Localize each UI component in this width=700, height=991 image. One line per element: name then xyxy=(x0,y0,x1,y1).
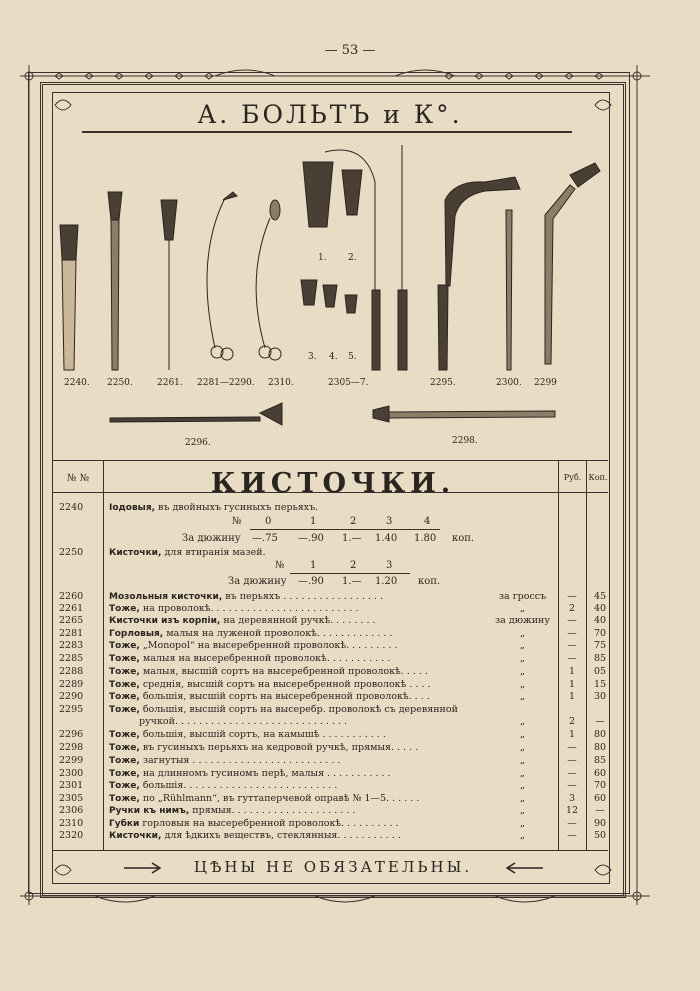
item-name: Тоже, xyxy=(109,654,140,664)
size-value: 1 xyxy=(310,516,317,527)
figure-label: 2. xyxy=(348,253,357,263)
item-name: Тоже, xyxy=(109,743,140,753)
figure-label: 5. xyxy=(348,352,357,362)
item-unit: „ xyxy=(520,780,525,791)
item-price-kop: — xyxy=(595,716,605,727)
brush-2298-image xyxy=(373,406,555,422)
figure-label: 3. xyxy=(308,352,317,362)
item-unit: „ xyxy=(520,679,525,690)
item-details: прямыя. . . . . . . . . . . . . . . . . . . . . xyxy=(189,805,356,816)
price-value: 1.— xyxy=(342,576,362,587)
item-number: 2301 xyxy=(59,780,84,791)
sub-table-rule xyxy=(250,529,440,530)
item-number: 2288 xyxy=(59,666,84,677)
item-price-kop: 85 xyxy=(593,755,607,766)
item-name: Іодовыя, xyxy=(109,503,156,513)
item-name: Тоже, xyxy=(109,641,140,651)
item-price-rub: 1 xyxy=(568,679,576,690)
item-unit: „ xyxy=(520,818,525,829)
item-description xyxy=(109,547,579,559)
item-price-kop: 60 xyxy=(593,768,607,779)
item-details: въ гусиныхъ перьяхъ на кедровой ручкѣ, прямыя. . . . . xyxy=(139,742,419,753)
item-price-kop: 30 xyxy=(593,691,607,702)
column-header-number: № № xyxy=(66,473,90,484)
item-details: въ перьяхъ . . . . . . . . . . . . . . . . . xyxy=(222,591,383,602)
table-top-rule xyxy=(53,460,608,461)
item-name: Тоже, xyxy=(109,604,140,614)
item-price-kop: 60 xyxy=(593,793,607,804)
brush-2299-image xyxy=(545,163,600,364)
item-name: Горловыя, xyxy=(109,629,164,639)
table-row xyxy=(55,716,612,728)
item-number: 2289 xyxy=(59,679,84,690)
price-value: —.75 xyxy=(252,533,278,544)
item-price-kop: 40 xyxy=(593,603,607,614)
size-value: 3 xyxy=(386,516,393,527)
footer-notice: ЦѢНЫ НЕ ОБЯЗАТЕЛЬНЫ. xyxy=(193,858,473,876)
item-unit: „ xyxy=(520,640,525,651)
brush-2250-image xyxy=(108,192,122,370)
item-number: 2296 xyxy=(59,729,84,740)
item-details: для втиранія мазей. xyxy=(161,547,266,558)
table-row xyxy=(55,780,612,792)
item-price-rub: — xyxy=(567,780,577,791)
item-price-kop: 75 xyxy=(593,640,607,651)
figure-label: 2240. xyxy=(64,378,90,388)
section-heading: КИСТОЧКИ. xyxy=(210,468,456,499)
price-value: —.90 xyxy=(298,576,324,587)
figure-label: 2296. xyxy=(185,438,211,448)
item-price-rub: — xyxy=(567,830,577,841)
item-price-rub: — xyxy=(567,628,577,639)
item-number: 2265 xyxy=(59,615,84,626)
item-price-rub: — xyxy=(567,742,577,753)
table-row xyxy=(55,793,612,805)
item-unit: „ xyxy=(520,830,525,841)
item-price-rub: — xyxy=(567,653,577,664)
item-price-rub: 2 xyxy=(568,603,576,614)
item-name: Тоже, xyxy=(109,680,140,690)
figure-label: 1. xyxy=(318,253,327,263)
item-number: 2306 xyxy=(59,805,84,816)
item-price-rub: 12 xyxy=(565,805,579,816)
item-name: Ручки къ нимъ, xyxy=(109,806,190,816)
figure-label: 2299 xyxy=(534,378,557,388)
item-number: 2300 xyxy=(59,768,84,779)
item-price-kop: 40 xyxy=(593,615,607,626)
item-price-rub: — xyxy=(567,768,577,779)
table-row xyxy=(55,729,612,741)
item-price-rub: 2 xyxy=(568,716,576,727)
price-value: 1.20 xyxy=(375,576,398,587)
item-price-rub: 1 xyxy=(568,666,576,677)
item-name: Кисточки, xyxy=(109,548,162,558)
item-unit: „ xyxy=(520,805,525,816)
item-price-kop: 80 xyxy=(593,729,607,740)
item-number: 2310 xyxy=(59,818,84,829)
size-value: 2 xyxy=(350,560,357,571)
figure-label: 2281—2290. xyxy=(197,378,255,388)
item-details: загнутыя . . . . . . . . . . . . . . . . . . . . . . . . . xyxy=(139,755,341,766)
size-value: 0 xyxy=(265,516,272,527)
item-price-kop: 70 xyxy=(593,628,607,639)
figure-label: 2305—7. xyxy=(328,378,369,388)
item-unit: „ xyxy=(520,768,525,779)
item-price-rub: 1 xyxy=(568,691,576,702)
item-unit: „ xyxy=(520,716,525,727)
brush-2240-image xyxy=(60,225,78,370)
item-number: 2285 xyxy=(59,653,84,664)
item-unit: „ xyxy=(520,628,525,639)
column-header-rub: Руб. xyxy=(563,473,582,482)
item-price-rub: — xyxy=(567,818,577,829)
item-details: горловыя на высеребренной проволокѣ. . . . . . . . . . xyxy=(139,818,399,829)
item-name: Мозольныя кисточки, xyxy=(109,592,223,602)
item-details: для ѣдкихъ веществъ, стеклянныя. . . . . . . . . . . xyxy=(161,830,401,841)
table-row xyxy=(55,640,612,652)
table-row xyxy=(55,830,612,842)
item-unit: „ xyxy=(520,666,525,677)
item-price-rub: — xyxy=(567,640,577,651)
item-unit: „ xyxy=(520,603,525,614)
item-details: большія, высшій сортъ на высеребр. проволокѣ съ деревянной xyxy=(139,704,458,715)
table-row xyxy=(55,805,612,817)
table-row xyxy=(55,742,612,754)
item-number: 2290 xyxy=(59,691,84,702)
per-dozen-label: За дюжину xyxy=(228,576,287,587)
item-details: малыя на высеребренной проволокѣ. . . . . . . . . . . xyxy=(139,653,391,664)
item-unit: „ xyxy=(520,742,525,753)
right-arrow-ornament-icon xyxy=(505,862,545,874)
item-number: 2298 xyxy=(59,742,84,753)
table-row xyxy=(55,818,612,830)
figure-label: 2310. xyxy=(268,378,294,388)
table-row xyxy=(55,615,612,627)
brushes-illustration xyxy=(55,140,605,440)
currency-label: коп. xyxy=(418,576,441,587)
item-name: Тоже, xyxy=(109,667,140,677)
table-row xyxy=(55,502,612,514)
company-title: А. БОЛЬТЪ и К°. xyxy=(197,100,463,129)
table-row xyxy=(55,653,612,665)
item-details: малыя, высшій сортъ на высеребренной проволокѣ. . . . . xyxy=(139,666,428,677)
per-dozen-label: За дюжину xyxy=(182,533,241,544)
item-details: большія, высшій сортъ на высеребренной проволокѣ. . . . xyxy=(139,691,430,702)
currency-label: коп. xyxy=(452,533,475,544)
item-details: большія. . . . . . . . . . . . . . . . . . . . . . . . . . xyxy=(139,780,338,791)
brush-2305-image xyxy=(301,162,362,313)
item-name: Тоже, xyxy=(109,705,140,715)
item-price-rub: — xyxy=(567,615,577,626)
item-name: Тоже, xyxy=(109,756,140,766)
item-details: по „Rühlmann“, въ гуттаперчевой оправѣ № 1—5. . . . . . xyxy=(139,793,420,804)
item-details: малыя на луженой проволокѣ. . . . . . . . . . . . . xyxy=(163,628,393,639)
item-number: 2281 xyxy=(59,628,84,639)
table-row xyxy=(55,591,612,603)
item-unit: „ xyxy=(520,793,525,804)
item-price-rub: — xyxy=(567,755,577,766)
column-header-kop: Коп. xyxy=(588,473,608,482)
item-number: 2299 xyxy=(59,755,84,766)
figure-label: 2250. xyxy=(107,378,133,388)
item-name: Тоже, xyxy=(109,730,140,740)
item-number: 2250 xyxy=(59,547,84,558)
item-price-kop: 15 xyxy=(593,679,607,690)
brush-2296-image xyxy=(110,403,282,425)
item-name: Кисточки изъ корпіи, xyxy=(109,616,221,626)
item-name: Губки xyxy=(109,819,140,829)
figure-label: 2295. xyxy=(430,378,456,388)
item-unit: „ xyxy=(520,653,525,664)
item-number: 2283 xyxy=(59,640,84,651)
table-row xyxy=(55,679,612,691)
item-details: на проволокѣ. . . . . . . . . . . . . . . . . . . . . . . . . xyxy=(139,603,359,614)
item-price-kop: — xyxy=(595,805,605,816)
item-price-kop: 80 xyxy=(593,742,607,753)
item-unit: „ xyxy=(520,755,525,766)
item-details: въ двойныхъ гусиныхъ перьяхъ. xyxy=(155,502,319,513)
item-number: 2295 xyxy=(59,704,84,715)
item-name: Тоже, xyxy=(109,794,140,804)
page-number: — 53 — xyxy=(324,43,376,58)
item-number: 2260 xyxy=(59,591,84,602)
table-row xyxy=(55,755,612,767)
size-value: 3 xyxy=(386,560,393,571)
title-rule xyxy=(82,131,572,133)
figure-label: 2298. xyxy=(452,436,478,446)
table-row xyxy=(55,704,612,716)
item-number: 2240 xyxy=(59,502,84,513)
table-row xyxy=(55,603,612,615)
item-unit: „ xyxy=(520,691,525,702)
item-number: 2320 xyxy=(59,830,84,841)
item-details: на деревянной ручкѣ. . . . . . . . xyxy=(220,615,376,626)
item-price-rub: 1 xyxy=(568,729,576,740)
brush-2306-image xyxy=(325,145,407,370)
item-price-kop: 05 xyxy=(593,666,607,677)
figure-label: 4. xyxy=(329,352,338,362)
item-unit: за гроссъ xyxy=(498,591,547,602)
item-details: на длинномъ гусиномъ перѣ, малыя . . . . . . . . . . . xyxy=(139,768,391,779)
table-row xyxy=(55,691,612,703)
price-value: 1.40 xyxy=(375,533,398,544)
item-details: большія, высшій сортъ, на камышѣ . . . . . . . . . . . xyxy=(139,729,386,740)
item-price-kop: 70 xyxy=(593,780,607,791)
item-name: Кисточки, xyxy=(109,831,162,841)
item-price-kop: 85 xyxy=(593,653,607,664)
price-value: 1.80 xyxy=(414,533,437,544)
item-name: Тоже, xyxy=(109,781,140,791)
item-unit: за дюжину xyxy=(495,615,550,626)
size-value: 4 xyxy=(424,516,431,527)
size-label: № xyxy=(275,560,285,571)
size-label: № xyxy=(232,516,242,527)
item-unit: „ xyxy=(520,729,525,740)
figure-label: 2300. xyxy=(496,378,522,388)
item-price-kop: 45 xyxy=(593,591,607,602)
item-price-rub: 3 xyxy=(568,793,576,804)
table-row xyxy=(55,666,612,678)
brush-2261-image xyxy=(161,200,177,370)
item-price-rub: — xyxy=(567,591,577,602)
price-value: —.90 xyxy=(298,533,324,544)
sponge-2310-image xyxy=(256,200,281,360)
price-value: 1.— xyxy=(342,533,362,544)
brush-2281-image xyxy=(207,192,237,360)
item-details: среднія, высшій сортъ на высеребренной проволокѣ . . . . xyxy=(139,679,431,690)
figure-label: 2261. xyxy=(157,378,183,388)
item-details: ручкой. . . . . . . . . . . . . . . . . . . . . . . . . . . . . xyxy=(139,716,348,727)
item-description xyxy=(109,704,579,716)
item-price-kop: 50 xyxy=(593,830,607,841)
item-description xyxy=(109,502,579,514)
table-row xyxy=(55,547,612,559)
table-row xyxy=(55,628,612,640)
item-name: Тоже, xyxy=(109,692,140,702)
item-number: 2261 xyxy=(59,603,84,614)
item-name: Тоже, xyxy=(109,769,140,779)
item-number: 2305 xyxy=(59,793,84,804)
item-price-kop: 90 xyxy=(593,818,607,829)
table-header-rule-left xyxy=(53,492,103,493)
brush-2300-image xyxy=(506,210,512,370)
sub-table-rule xyxy=(290,573,410,574)
table-bottom-rule xyxy=(53,850,608,851)
table-row xyxy=(55,768,612,780)
item-details: „Monopol“ на высеребренной проволокѣ. . . . . . . . . xyxy=(139,640,398,651)
size-value: 1 xyxy=(310,560,317,571)
size-value: 2 xyxy=(350,516,357,527)
